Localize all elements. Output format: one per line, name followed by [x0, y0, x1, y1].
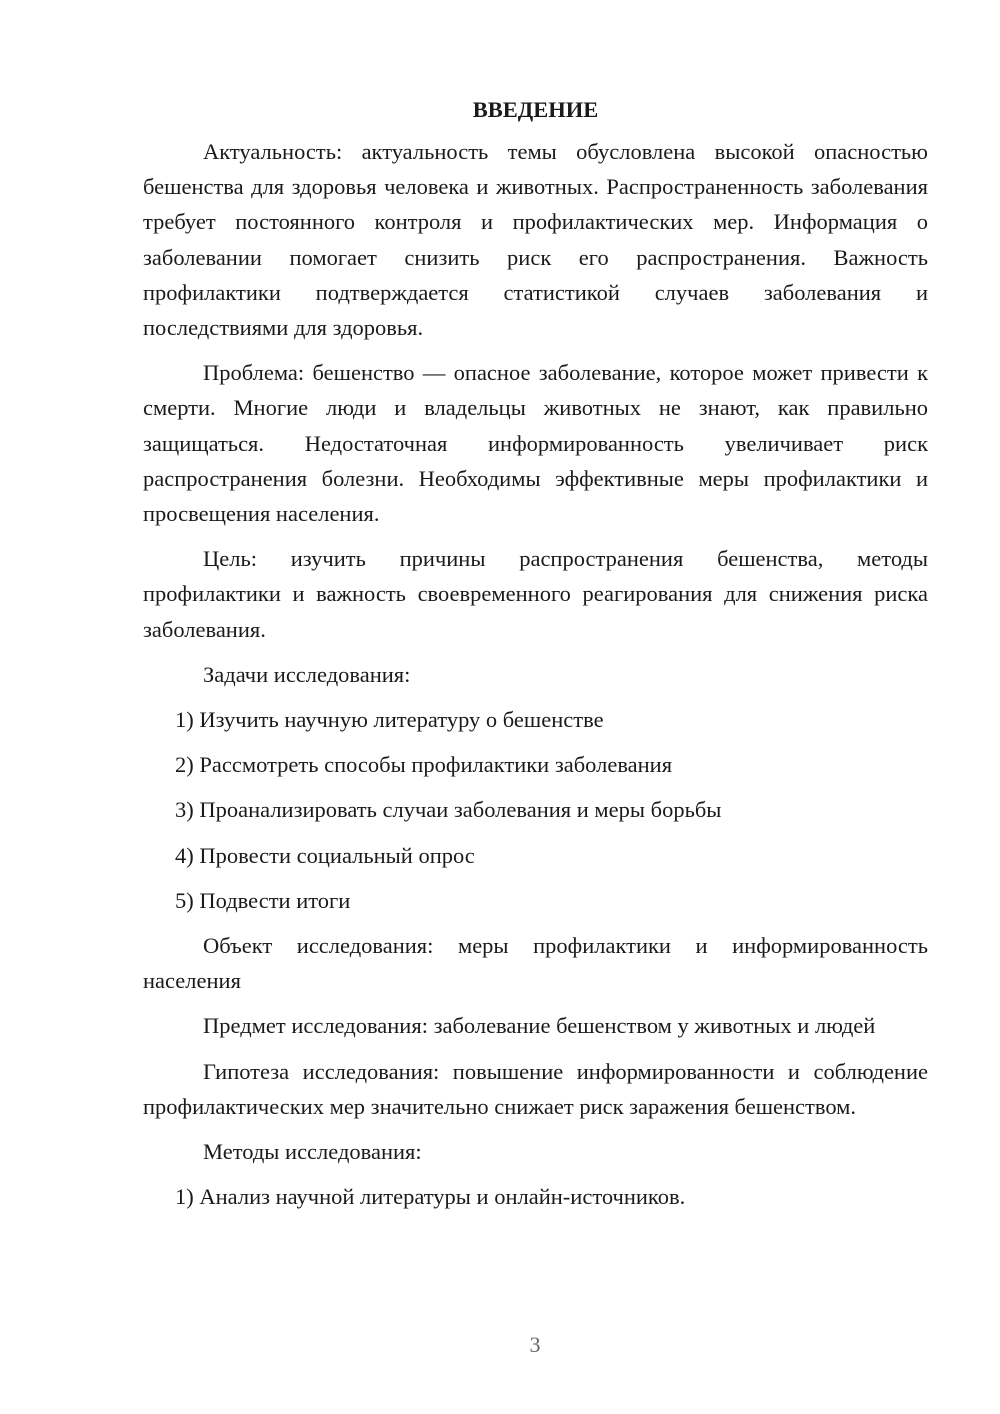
section-title: ВВЕДЕНИЕ	[472, 97, 599, 122]
tasks-list	[143, 702, 928, 918]
list-item: 5) Подвести итоги	[175, 887, 351, 913]
goal-paragraph: Цель: изучить причины распространения бешенства, методы профилактики и важность своевременного реагирования для снижения риска заболевания.	[143, 546, 928, 642]
document-page	[143, 92, 928, 1224]
list-item: 1) Анализ научной литературы и онлайн-источников.	[175, 1184, 686, 1210]
list-item: 1) Изучить научную литературу о бешенстве	[175, 707, 604, 733]
relevance-paragraph: Актуальность: актуальность темы обусловлена высокой опасностью бешенства для здоровья человека и животных. Распространенность заболевания требует постоянного контроля и профилактических мер. Информация о заболевании помогает снизить риск его распространения. Важность профилактики подтверждается статистикой случаев заболевания и последствиями для здоровья.	[143, 139, 928, 341]
methods-heading: Методы исследования:	[203, 1139, 422, 1165]
tasks-heading: Задачи исследования:	[203, 661, 411, 687]
object-paragraph: Объект исследования: меры профилактики и информированность населения	[143, 933, 928, 994]
methods-list	[143, 1179, 928, 1214]
list-item: 3) Проанализировать случаи заболевания и меры борьбы	[175, 797, 722, 823]
list-item: 2) Рассмотреть способы профилактики заболевания	[175, 752, 673, 778]
subject-paragraph: Предмет исследования: заболевание бешенством у животных и людей	[203, 1013, 876, 1039]
hypothesis-paragraph: Гипотеза исследования: повышение информированности и соблюдение профилактических мер значительно снижает риск заражения бешенством.	[143, 1058, 928, 1119]
page-number: 3	[529, 1332, 541, 1357]
list-item: 4) Провести социальный опрос	[175, 842, 475, 868]
problem-paragraph: Проблема: бешенство — опасное заболевание, которое может привести к смерти. Многие люди и владельцы животных не знают, как правильно защищаться. Недостаточная информированность увеличивает риск распространения болезни. Необходимы эффективные меры профилактики и просвещения населения.	[143, 360, 928, 527]
